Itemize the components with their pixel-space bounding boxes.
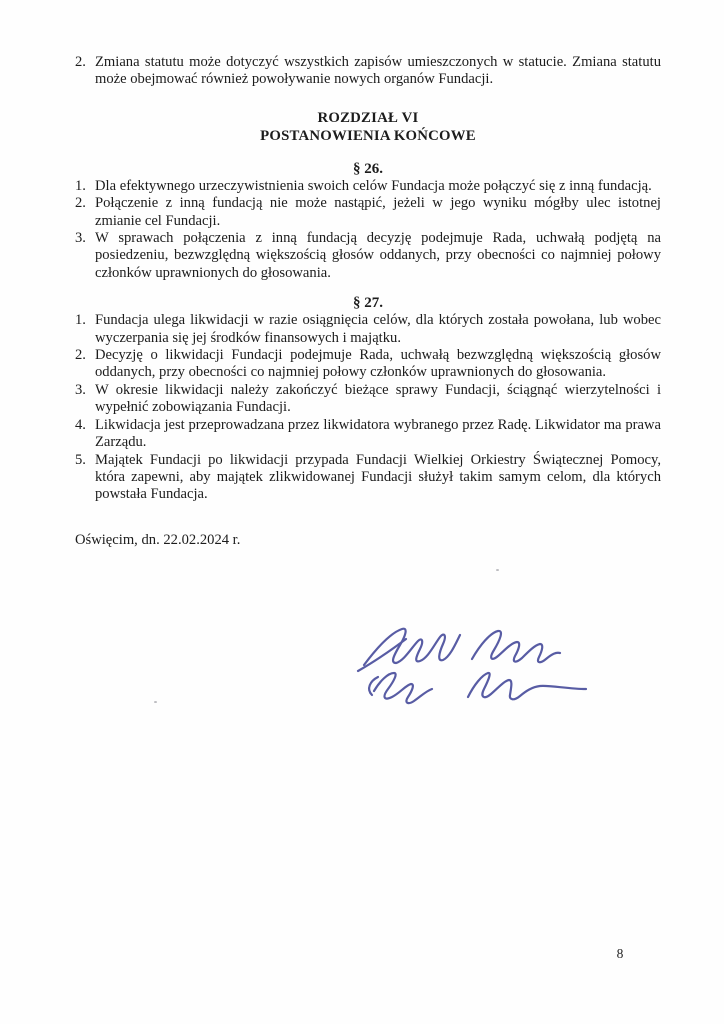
list-item-number: 2. [75,195,86,212]
list-item-number: 4. [75,416,86,433]
list-item [75,417,661,452]
list-item [75,347,661,382]
list-item-text: W sprawach połączenia z inną fundacją decyzję podejmuje Rada, uchwałą podjętą na posiedzeniu, bezwzględną większością głosów oddanych, przy obecności co najmniej połowy członków uprawnionych do głosowania. [95,230,661,281]
list-item [75,452,661,504]
list-item-amendment [75,54,661,89]
list-item-text: Połączenie z inną fundacją nie może nastąpić, jeżeli w jego wyniku mógłby ulec istotnej zmianie cel Fundacji. [95,195,661,229]
list-item-text: Dla efektywnego urzeczywistnienia swoich celów Fundacja może połączyć się z inną fundacją. [95,177,652,194]
chapter-title-line2: POSTANOWIENIA KOŃCOWE [260,127,476,144]
signature-ink-strokes [350,613,590,713]
chapter-heading [75,109,661,145]
signature-handwritten [350,613,590,713]
list-item-number: 1. [75,312,86,329]
page-number: 8 [616,946,624,961]
list-item-number: 2. [75,347,86,364]
scan-artifact-dot [496,569,499,571]
list-item-number: 3. [75,230,86,247]
list-item [75,230,661,282]
list-item-text: Likwidacja jest przeprowadzana przez likwidatora wybranego przez Radę. Likwidator ma prawa Zarządu. [95,416,661,451]
document-content [75,54,661,549]
list-item-number: 1. [75,177,86,194]
list-item [75,312,661,347]
place-date-line: Oświęcim, dn. 22.02.2024 r. [75,531,241,548]
list-item-number: 5. [75,451,86,468]
list-item-text: Zmiana statutu może dotyczyć wszystkich zapisów umieszczonych w statucie. Zmiana statutu może obejmować również powoływanie nowych organów Fundacji. [95,54,661,88]
section-heading-27: § 27. [353,295,383,312]
list-item-number: 3. [75,381,86,398]
list-item [75,382,661,417]
list-item-text: W okresie likwidacji należy zakończyć bieżące sprawy Fundacji, ściągnąć wierzytelności i wypełnić zobowiązania Fundacji. [95,381,661,416]
section-heading-26: § 26. [353,160,383,177]
list-item-text: Decyzję o likwidacji Fundacji podejmuje Rada, uchwałą bezwzględną większością głosów oddanych, przy obecności co najmniej połowy członków uprawnionych do głosowania. [95,347,661,381]
list-item [75,178,661,195]
list-item-number: 2. [75,54,86,70]
list-item-text: Fundacja ulega likwidacji w razie osiągnięcia celów, dla których została powołana, lub wobec wyczerpania się jej środków finansowych i majątku. [95,312,661,346]
list-item [75,195,661,230]
chapter-title-line1: ROZDZIAŁ VI [317,109,419,126]
list-item-text: Majątek Fundacji po likwidacji przypada Fundacji Wielkiej Orkiestry Świątecznej Pomocy, która zapewni, aby majątek zlikwidowanej Fundacji służył takim samym celom, dla których powstała Fundacja. [95,451,661,503]
scan-artifact-dot [154,701,157,703]
